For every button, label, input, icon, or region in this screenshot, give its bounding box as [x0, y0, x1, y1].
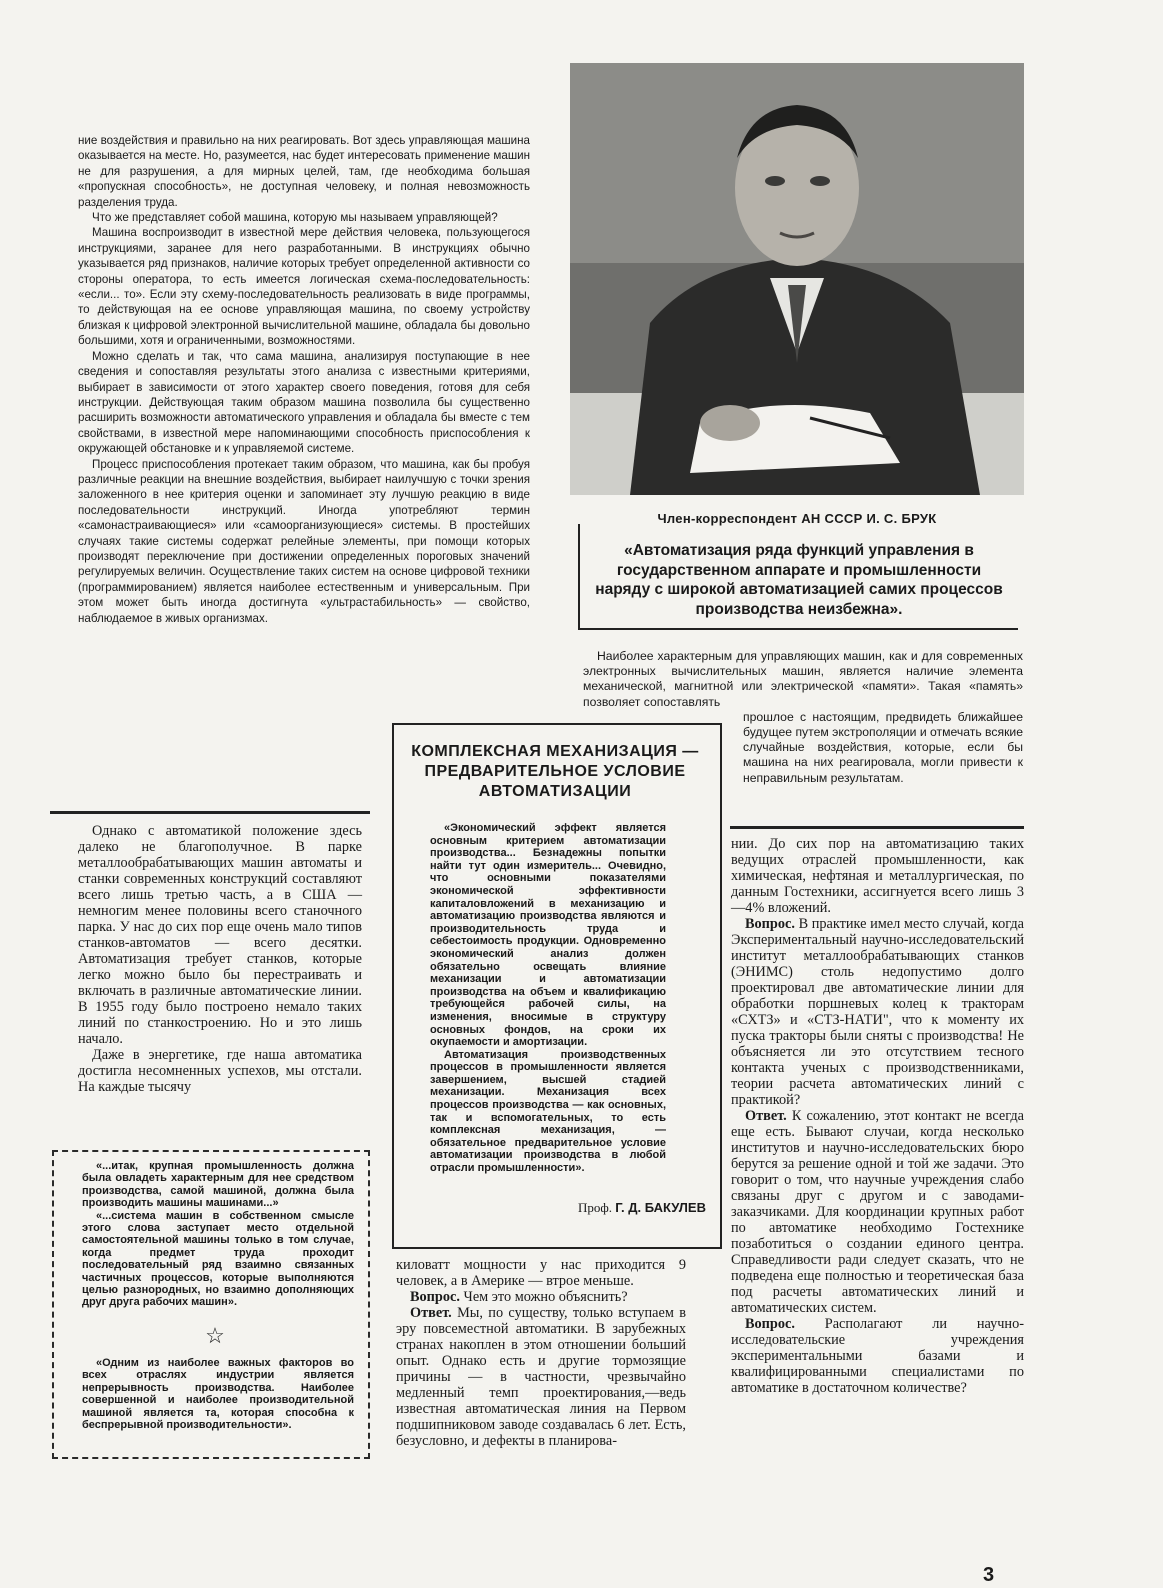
paragraph: Машина воспроизводит в известной мере действия человека, пользующегося инструкциями, заранее для него разработанными. В инструкциях обычно указывается ряд признаков, наличие которых требует определенной активности со стороны оператора, то есть имеется логическая схема-последовательность: «если... то». Если эту схему-последовательность реализовать в виде программы, то действующая на ее основе управляющая машина, по своему устройству близкая к цифровой электронной вычислительной машине, обладала бы довольно большими, хотя и ограниченными, возможностями.: [78, 226, 530, 348]
top-left-column: [78, 133, 530, 626]
question-text: Чем это можно объяснить?: [459, 1289, 628, 1305]
question: [396, 1289, 686, 1305]
paragraph: «Экономический эффект является основным критерием автоматизации производства... Безнадежны попытки найти тут один измеритель... Очевидно, что основными показателями экономической эффективности капиталовложений в механизацию и автоматизацию производства являются и производительность труда и себестоимость продукции. Одновременно экономический анализ должен обязательно освещать влияние механизации и автоматизации производства на объем и квалификацию требующейся рабочей силы, на изменения, вносимые в структуру основных фондов, на сроки их окупаемости и амортизации.: [430, 822, 666, 1049]
question: [731, 1316, 1024, 1396]
sidebar-title: КОМПЛЕКСНАЯ МЕХАНИЗАЦИЯ — ПРЕДВАРИТЕЛЬНОЕ УСЛОВИЕ АВТОМАТИЗАЦИИ: [411, 743, 699, 800]
sidebar-body: [430, 822, 666, 1175]
question: [731, 916, 1024, 1108]
horizontal-rule: [50, 811, 370, 814]
caption-name: И. С. БРУК: [866, 511, 937, 526]
column-d: [731, 836, 1024, 1396]
sidebar-author: [430, 1200, 706, 1216]
paragraph: прошлое с настоящим, предвидеть ближайшее будущее путем экстрополяции и отмечать всякие случайные воздействия, которые, если бы машина на них реагировала, могли привести к неправильным результатам.: [743, 709, 1024, 785]
paragraph: Даже в энергетике, где наша автоматика достигла несомненных успехов, мы отстали. На каждые тысячу: [78, 1047, 362, 1095]
portrait-photo: [570, 63, 1024, 495]
paragraph: Можно сделать и так, что сама машина, анализируя поступающие в нее сведения и сопоставляя результаты этого анализа с известными критериями, выбирает в зависимости от этого характер своего поведения, готовя для себя инструкции. Действующая таким образом машина позволила бы существенно расширить возможности автоматического управления и обладала бы вместе с тем свойствами, в известной мере напоминающими способность приспособления к окружающей обстановке и к управляемой системе.: [78, 349, 530, 456]
star-icon: ☆: [205, 1323, 225, 1348]
page-number: 3: [983, 1564, 995, 1586]
pull-quote: «Автоматизация ряда функций управления в государственном аппарате и промышленности наряду с широкой автоматизацией самих процессов производства неизбежна».: [595, 542, 1003, 618]
paragraph: Однако с автоматикой положение здесь далеко не благополучное. В парке металлообрабатывающих машин автоматы и станки современных конструкций составляют всего лишь третью часть, а в США — немногим менее половины всего станочного парка. У нас до сих пор еще очень мало типов станков-автоматов — всего десятки. Автоматизация требует станков, которые легко можно было бы перестраивать и включать в различные автоматические линии. В 1955 году было построено немало таких линий по станкостроению. Но и это лишь начало.: [78, 823, 362, 1047]
quote: «...итак, крупная промышленность должна была овладеть характерным для нее средством производства, самой машиной, должна была производить машины машинами...»: [82, 1160, 354, 1210]
question-label: Вопрос.: [745, 1316, 795, 1332]
quote: «...система машин в собственном смысле этого слова заступает место отдельной самостоятельной машины только в том случае, когда предмет труда проходит последовательный ряд взаимно связанных частичных процессов, которые выполняются целью разнородных, но взаимно дополняющих друг друга рабочих машин».: [82, 1209, 354, 1309]
answer-label: Ответ.: [410, 1305, 452, 1321]
quotes-box-top: [82, 1160, 354, 1309]
question-text: В практике имел место случай, когда Экспериментальный научно-исследовательский институт металлообрабатывающих станков (ЭНИМС) столь недопустимо долго проектировал две автоматические линии для обработки поршневых колец к тракторам «СХТЗ» и «СТЗ-НАТИ", что к моменту их пуска тракторы были сняты с производства! Не объясняется ли это отсутствием тесного контакта ученых с производственниками, теории расчета автоматических линий с практикой?: [731, 916, 1024, 1108]
paragraph: ние воздействия и правильно на них реагировать. Вот здесь управляющая машина оказывается на месте. Но, разумеется, нас будет интересовать применение машин не для разрушения, а для мирных целей, там, где необходима большая «пропускная способность», не доступная человеку, и полная невозможность разделения труда.: [78, 134, 530, 209]
quotes-box-bottom: [82, 1357, 354, 1431]
author-prefix: Проф.: [577, 1200, 613, 1215]
paragraph: нии. До сих пор на автоматизацию таких ведущих отраслей промышленности, как химическая, нефтяная и металлургическая, по данным Гостехники, ассигнуется всего лишь 3—4% вложений.: [731, 836, 1024, 916]
question-label: Вопрос.: [410, 1289, 460, 1305]
answer: [396, 1305, 686, 1449]
question-label: Вопрос.: [745, 916, 795, 932]
horizontal-rule: [730, 826, 1024, 829]
answer-text: Мы, по существу, только вступаем в эру повсеместной автоматики. В зарубежных странах накоплен в этом отношении больший опыт. Однако есть и другие тормозящие причины — в частности, чрезвычайно медленный темп проектирования,—ведь известная автоматическая линия на Первом подшипниковом заводе создавалась 6 лет. Есть, безусловно, и дефекты в планирова-: [396, 1305, 686, 1449]
column-c: [396, 1257, 686, 1449]
paragraph: Автоматизация производственных процессов в промышленности является завершением, высшей стадией механизации. Механизация всех процессов производства — как основных, так и вспомогательных, то есть комплексная механизация, — обязательное предварительное условие автоматизации производства в любой отрасли промышленности».: [430, 1048, 666, 1175]
quote: «Одним из наиболее важных факторов во всех отраслях индустрии является непрерывность производства. Наиболее совершенной и наиболее производительной машиной является та, которая способна к беспрерывной производительности».: [82, 1357, 354, 1432]
answer: [731, 1108, 1024, 1316]
question-text: Располагают ли научно-исследовательские учреждения экспериментальными базами и квалифицированными специалистами по автоматике в достаточном количестве?: [731, 1316, 1024, 1396]
column-a: [78, 823, 362, 1095]
answer-text: К сожалению, этот контакт не всегда еще есть. Бывают случаи, когда несколько институтов и научно-исследовательских бюро берутся за решение одной и той же задачи. Это говорит о том, что научные учреждения слабо связаны друг с другом и с заводами-заказчиками. Для координации крупных работ по автоматике необходимо Гостехнике позаботиться о создании единого центра. Справедливости ради следует сказать, что не подведена еще полностью и теоретическая база под расчеты автоматических линий и автоматических систем.: [731, 1108, 1024, 1316]
paragraph: Процесс приспособления протекает таким образом, что машина, как бы пробуя различные реакции на внешние воздействия, выбирает наилучшую с точки зрения заложенного в нее критерия оценки и запоминает эту лучшую реакцию в виде последовательности инструкций. Иногда употребляют термин «самонастраивающиеся» или «самоорганизующиеся» системы. В простейших случаях такие системы содержат релейные элементы, при помощи которых производят переключение при достижении определенных пороговых значений регулируемых величин. Осуществление таких систем на основе цифровой техники (программированием) является наиболее естественным и универсальным. При этом может быть иногда достигнута «ультрастабильность» — свойство, наблюдаемое в живых организмах.: [78, 457, 530, 625]
paragraph: Наиболее характерным для управляющих машин, как и для современных электронных вычислительных машин, является наличие элемента механической, магнитной или электрической «памяти». Такая «память» позволяет сопоставлять: [583, 649, 1023, 709]
author-name: Г. Д. БАКУЛЕВ: [615, 1200, 706, 1215]
answer-label: Ответ.: [745, 1108, 787, 1124]
paragraph: Что же представляет собой машина, которую мы называем управляющей?: [92, 211, 498, 225]
paragraph: киловатт мощности у нас приходится 9 человек, а в Америке — втрое меньше.: [396, 1257, 686, 1289]
caption-prefix: Член-корреспондент АН СССР: [657, 511, 863, 526]
